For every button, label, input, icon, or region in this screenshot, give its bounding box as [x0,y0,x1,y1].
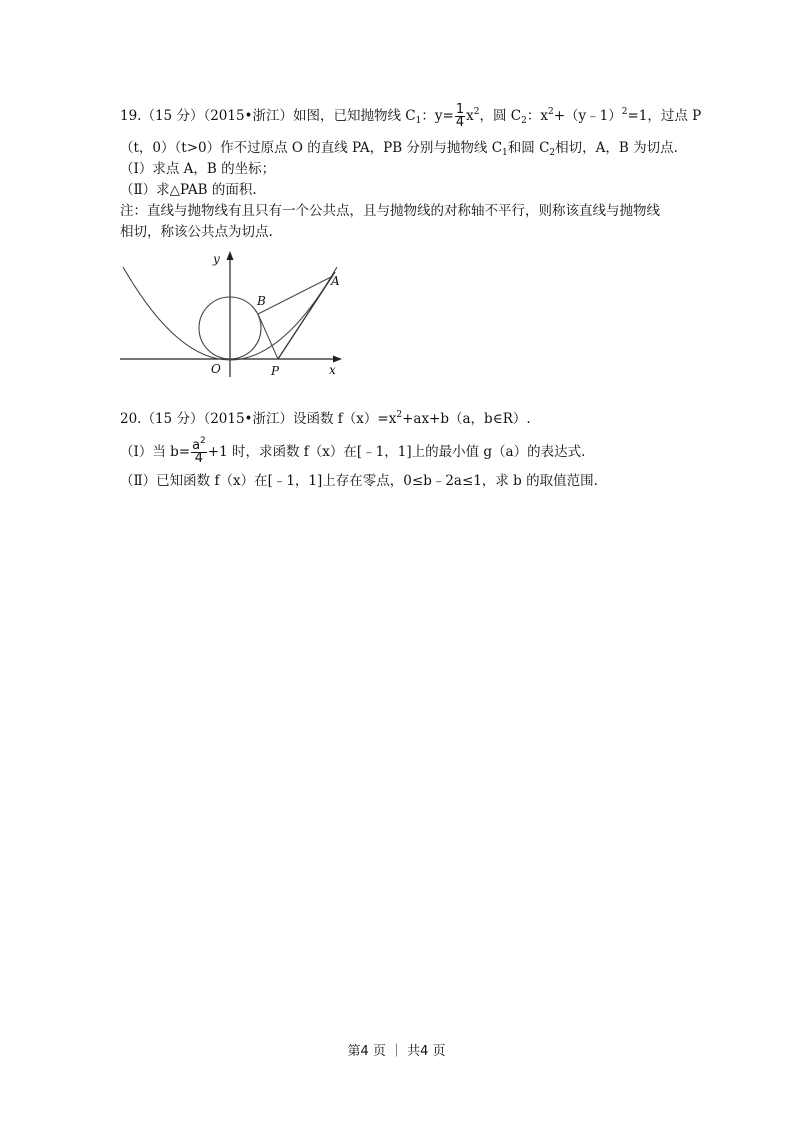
q19-line2 [120,138,678,158]
q19-note-line2: 相切，称该公共点为切点. [120,224,273,240]
page-footer: 第4 页 ｜ 共4 页 [347,1044,446,1059]
superscript: 2 [200,436,206,446]
q19-text: （t，0）（t>0）作不过原点 O 的直线 PA，PB 分别与抛物线 C [120,140,503,156]
label-B: B [257,294,266,308]
label-y: y [213,252,220,266]
q19-part2: （Ⅱ）求△PAB 的面积. [120,182,257,198]
equation-text: ，圆 C [479,108,522,124]
segment-BA [258,276,333,314]
equation-text: +（y﹣1） [553,108,622,124]
fraction-numerator: 1 [455,102,465,117]
subscript: 2 [521,116,527,126]
subscript: 1 [415,116,422,126]
q20-part2: （Ⅱ）已知函数 f（x）在[﹣1，1]上存在零点，0≤b﹣2a≤1，求 b 的取值范围. [120,473,598,489]
segment-PA [278,272,335,359]
numerator-base: a [192,438,201,453]
geometry-figure [118,247,348,379]
subscript: 1 [502,148,508,158]
q20-text: +1 时，求函数 f（x）在[﹣1，1]上的最小值 g（a）的表达式. [207,444,586,460]
q19-line1 [120,104,701,129]
fraction-denominator: 4 [455,115,465,130]
q19-text: 相切，A，B 为切点. [555,140,678,156]
q20-line1 [120,409,531,429]
label-P: P [271,364,280,378]
superscript: 2 [473,107,480,117]
equation-text: x [466,108,474,124]
q19-note-line1: 注：直线与抛物线有且只有一个公共点，且与抛物线的对称轴不平行，则称该直线与抛物线 [120,203,660,219]
fraction-a-squared-over-4 [191,436,207,466]
label-A: A [331,274,340,288]
q20-part1-label: （Ⅰ）当 b= [120,444,191,460]
superscript: 2 [547,107,554,117]
q19-text: 和圆 C [507,140,550,156]
q20-text: +ax+b（a，b∈R）. [402,411,531,427]
equation-text: ：x [526,108,548,124]
x-axis-arrow [333,356,342,363]
figure-svg [118,247,348,379]
q19-part1: （Ⅰ）求点 A，B 的坐标； [120,161,276,177]
label-x: x [329,363,336,377]
label-origin: O [211,362,221,376]
superscript: 2 [396,410,403,420]
q20-intro-text: 20.（15 分）（2015•浙江）设函数 f（x）=x [120,411,397,427]
y-axis-arrow [227,251,234,260]
fraction-one-quarter [455,104,465,129]
fraction-denominator: 4 [194,451,204,466]
superscript: 2 [621,107,628,117]
equation-text: ：y= [421,108,454,124]
q19-intro-text: 19.（15 分）（2015•浙江）如图，已知抛物线 C [120,108,416,124]
subscript: 2 [549,148,556,158]
equation-text: =1，过点 P [627,108,702,124]
q20-part1 [120,436,586,466]
